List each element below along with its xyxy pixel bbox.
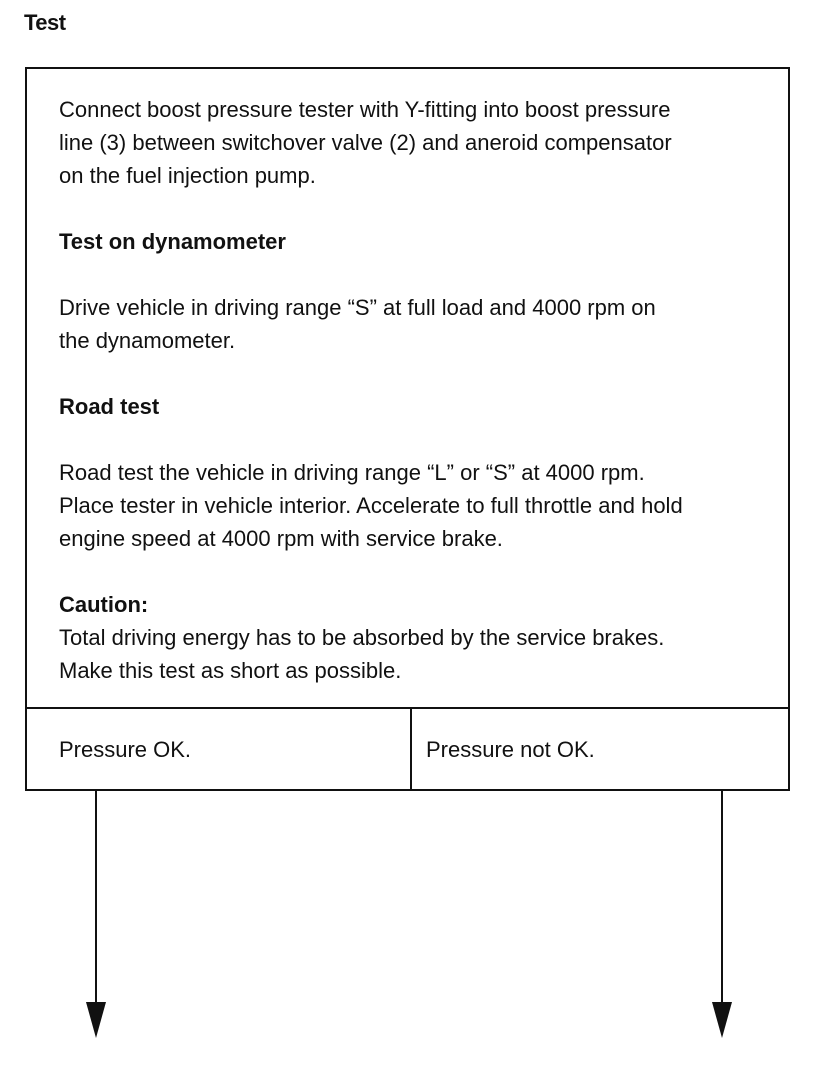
caution-line: Make this test as short as possible. (59, 658, 402, 683)
arrowhead-pressure-not-ok (712, 1002, 732, 1038)
road-test-line: engine speed at 4000 rpm with service brake. (59, 526, 503, 551)
dynamometer-line: the dynamometer. (59, 328, 236, 353)
outcome-pressure-ok: Pressure OK. (27, 709, 412, 791)
dynamometer-heading: Test on dynamometer (59, 229, 286, 254)
caution-heading: Caution: (59, 592, 149, 617)
intro-line: Connect boost pressure tester with Y-fitting into boost pressure (59, 97, 671, 122)
outcome-pressure-not-ok: Pressure not OK. (426, 737, 595, 762)
arrowhead-pressure-ok (86, 1002, 106, 1038)
page-heading: Test (24, 10, 66, 35)
road-test-line: Road test the vehicle in driving range “L” or “S” at 4000 rpm. (59, 460, 645, 485)
dynamometer-line: Drive vehicle in driving range “S” at full load and 4000 rpm on (59, 295, 656, 320)
test-instructions-cell (27, 69, 788, 709)
intro-line: on the fuel injection pump. (59, 163, 316, 188)
road-test-line: Place tester in vehicle interior. Accelerate to full throttle and hold (59, 493, 683, 518)
test-procedure-box (25, 67, 790, 791)
caution-line: Total driving energy has to be absorbed by the service brakes. (59, 625, 665, 650)
intro-line: line (3) between switchover valve (2) and aneroid compensator (59, 130, 672, 155)
road-test-heading: Road test (59, 394, 160, 419)
